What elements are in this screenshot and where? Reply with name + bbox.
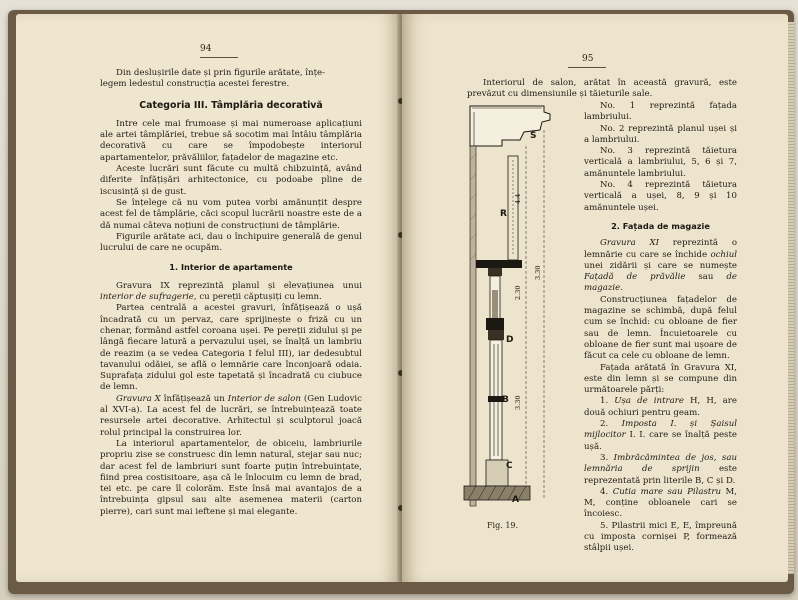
paragraph: Gravura X înfățișează un Interior de salon (Gen Ludovic al XVI-a). La acest fel de lucrări, se întrebuințează toate resursele artei decorative. Arhitectul și sculptorul joacă rolul principal la construirea lor. xyxy=(100,393,362,438)
left-intro-line-1: Din deslușirile date și prin figurile arătate, înțe- xyxy=(116,68,326,78)
page-number-rule xyxy=(200,57,238,58)
left-page-body xyxy=(100,68,362,518)
list-item: No. 1 reprezintă fațada lambriului. xyxy=(584,101,737,123)
figure-label: A xyxy=(512,495,519,505)
figure-dimension: 3.30 xyxy=(534,265,542,280)
left-page-number: 94 xyxy=(200,44,212,54)
list-item: 1. Ușa de intrare H, H, are două ochiuri pentru geam. xyxy=(584,396,737,418)
list-item: No. 3 reprezintă tăietura verticală a lambriului, 5, 6 și 7, amănuntele lambriului. xyxy=(584,146,737,179)
list-item: No. 4 reprezintă tăietura verticală a ușei, 8, 9 și 10 amănuntele ușei. xyxy=(584,180,737,213)
right-page-column xyxy=(584,101,737,555)
paragraph: La interiorul apartamentelor, de obiceiu, lambriurile propriu zise se construesc din lemn natural, stejar sau nuc; dar acest fel de lambriuri sunt foarte puțin întrebuințate, fiind prea costisitoare, așa că le înlocuim cu lemn de brad, tei etc. pe care îl colorăm. Este însă mai avantajos de a întrebuința gipsul sau alte asemenea materii (carton pierre), cari sunt mai ieftene și mai elegante. xyxy=(100,438,362,517)
page-edges xyxy=(788,22,794,574)
list-item: 2. Imposta I. și Șaisul mijlocitor I. I. care se înalță peste ușă. xyxy=(584,419,738,452)
list-item: 4. Cutia mare sau Pilastru M, M, conține obloanele cari se încoiesc. xyxy=(584,486,738,520)
paragraph: Intre cele mai frumoase și mai numeroase aplicațiuni ale artei tâmplăriei, trebue să socotim mai întâiu tâmplăria decorativă cu care se împodobește interiorul apartamentelor, prăvăliilor, fațadelor de magazine etc. xyxy=(100,118,362,163)
paragraph: Construcțiunea fațadelor de magazine se schimbă, după felul cum se închid: cu obloane de fier sau de lemn. Încuietoarele cu obloane de fier sunt mai ușoare de făcut ca cele cu obloane de lemn. xyxy=(584,294,737,362)
paragraph: Partea centrală a acestei gravuri, înfățișează o ușă încadrată cu un pervaz, care sprijinește o friză cu un chenar, formând astfel coroana ușei. Pe pereții zidului și pe lângă fiecare latură a pervazului ușei, se înalță un lambriu de reazim (a se vedea Categoria I felul III), iar dedesubtul tavanului odăiei, se află o lemnărie care înconjoară odaia. Suprafața zidului gol este tapetată și încadrată cu ciubuce de lemn. xyxy=(100,303,362,393)
right-page-number: 95 xyxy=(582,54,594,64)
paragraph: Figurile arătate aci, dau o închipuire generală de genul lucrului de care ne ocupăm. xyxy=(100,231,362,254)
figure-label: S xyxy=(530,131,537,141)
right-intro: Interiorul de salon, arătat în această gravură, este prevăzut cu dimensiunile și tăieturile sale. xyxy=(467,78,737,100)
paragraph: Gravura XI reprezintă o lemnărie cu care se închide ochiul unei zidării și care se numește Fațadă de prăvălie sau de magazie. xyxy=(584,238,737,294)
list-item: 5. Pilastrii mici E, E, împreună cu imposta cornișei P, formează stâlpii ușei. xyxy=(584,520,737,554)
paragraph: Gravura IX reprezintă planul și elevațiunea unui interior de sufragerie, cu pereții căptușiți cu lemn. xyxy=(100,280,362,303)
figure-label: D xyxy=(506,335,514,345)
category-heading: Categoria III. Tâmplăria decorativă xyxy=(139,99,323,111)
figure-label: P xyxy=(502,261,509,271)
figure-dimension: 3.30 xyxy=(514,395,522,410)
figure-19-section-drawing xyxy=(462,100,562,530)
left-intro-line-2: legem ledestul construcția acestei ferestre. xyxy=(100,79,290,90)
section-heading: 1. Interior de apartamente xyxy=(169,262,293,273)
figure-label: R xyxy=(500,209,507,219)
paragraph: Fațada arătată în Gravura XI, este din lemn și se compune din următoarele părți: xyxy=(584,362,737,396)
list-item: No. 2 reprezintă planul ușei și a lambriului. xyxy=(584,123,737,145)
paragraph: Aceste lucrări sunt făcute cu multă chibzuință, având diferite înfățișări arhitectonice, cu podoabe pline de iscusință și de gust. xyxy=(100,164,362,197)
page-number-rule xyxy=(568,67,606,68)
list-item: 3. Imbrăcămintea de jos, sau lemnăria de sprijin este reprezentată prin literile B, C și D. xyxy=(584,452,738,486)
figure-label: C xyxy=(506,461,513,471)
section-heading: 2. Fațada de magazie xyxy=(611,220,710,231)
figure-caption: Fig. 19. xyxy=(487,521,519,530)
paragraph: Se înțelege că nu vom putea vorbi amănunțit despre acest fel de tâmplărie, căci scopul lucrării noastre este de a dă numai câteva noțiuni de construcțiuni de tâmplărie. xyxy=(100,197,362,231)
figure-dimension: 4.4 xyxy=(514,193,522,204)
figure-label: B xyxy=(502,395,509,405)
figure-dimension: 2.30 xyxy=(514,285,522,300)
